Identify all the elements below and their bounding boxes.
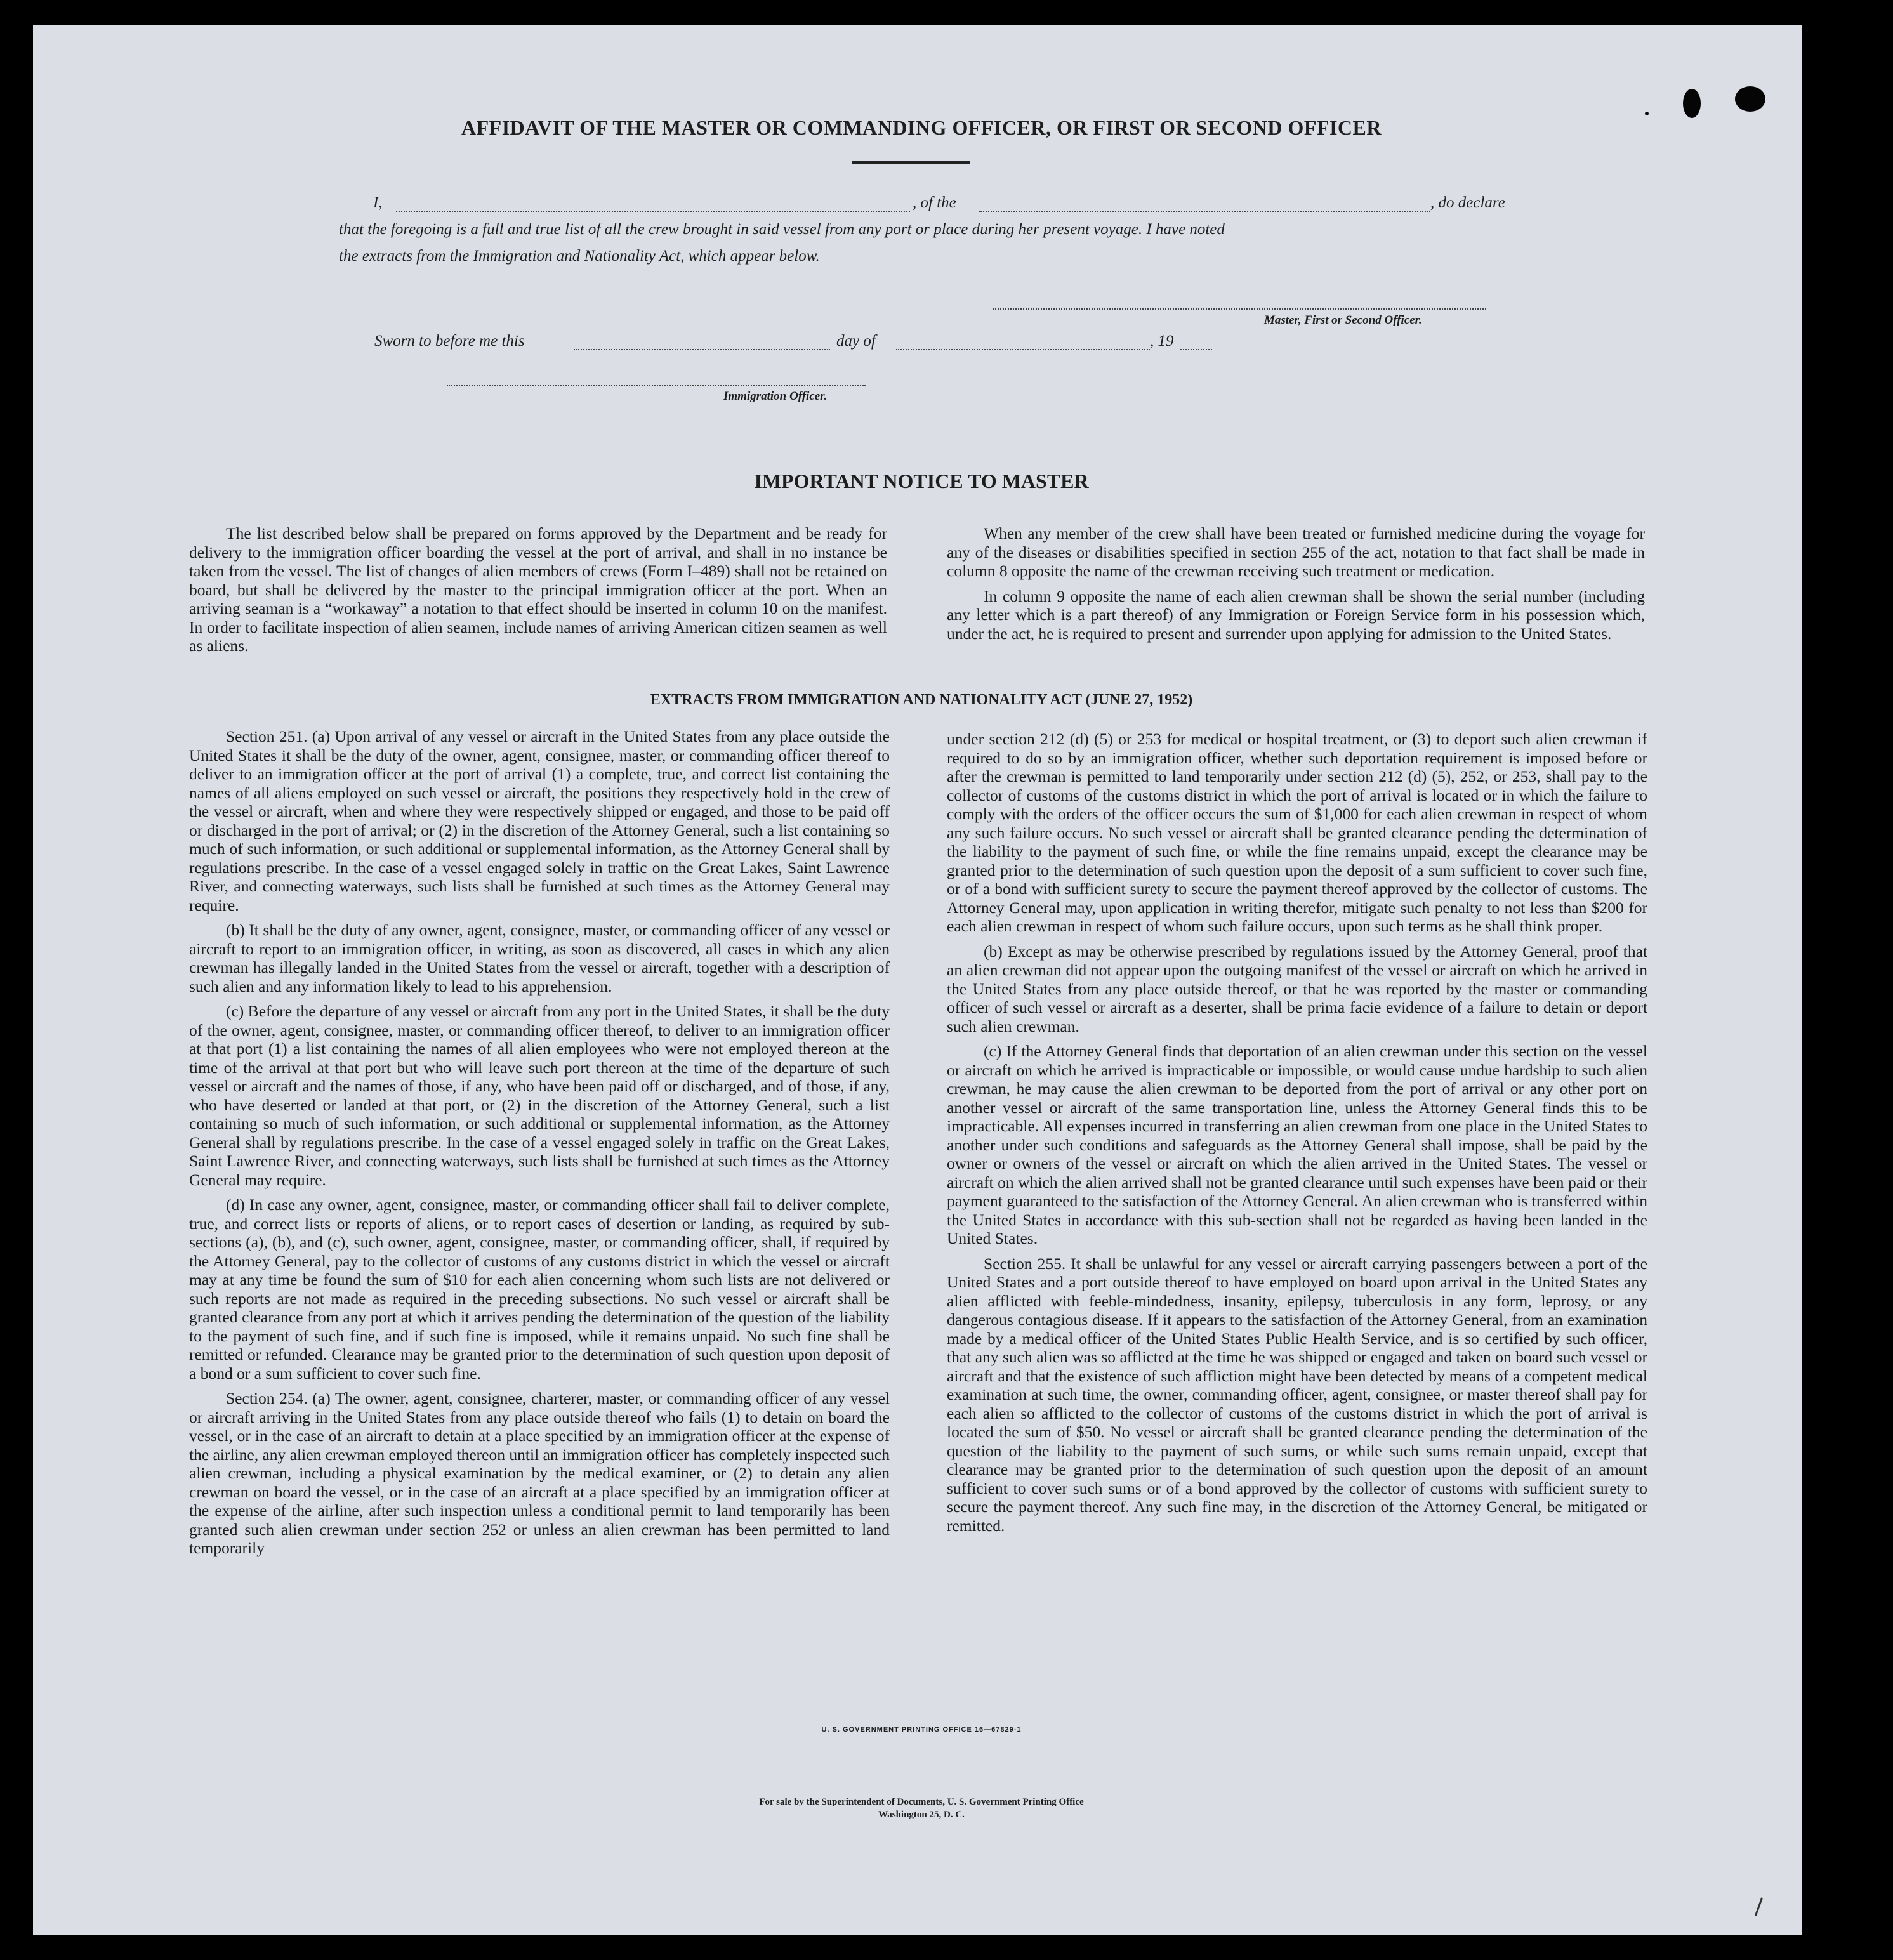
sworn-label: Sworn to before me this <box>374 332 525 350</box>
officer-signature-line[interactable] <box>447 385 866 386</box>
notice-right-paragraph-2: In column 9 opposite the name of each alien crewman shall be shown the serial number (including any letter which is a part thereof) of any Immigration or Foreign Service form in his possession which, under the act, he is required to present and surrender upon applying for admission to the United States. <box>947 586 1645 643</box>
extract-paragraph: (d) In case any owner, agent, consignee, master, or commanding officer shall fail to deliver complete, true, and correct lists or reports of aliens, or to report cases of desertion or landing, as required by sub-sections (a), (b), and (c), such owner, agent, consignee, master, or commanding officer, shall, if required by the Attorney General, pay to the collector of customs of any customs district in which the vessel or aircraft may at any time be found the sum of $10 for each alien concerning whom such lists are not delivered or such reports are not made as required in the preceding subsections. No such vessel or aircraft shall be granted clearance from any port at which it arrives pending the determination of the question of the liability to the payment of such fine, and if such fine is imposed, while it remains unpaid. No such fine shall be remitted or refunded. Clearance may be granted prior to the determination of such question upon deposit of a bond or a sum sufficient to cover such fine. <box>189 1195 890 1383</box>
extract-paragraph: (b) Except as may be otherwise prescribed by regulations issued by the Attorney General, proof that an alien crewman did not appear upon the outgoing manifest of the vessel or aircraft on which he arrived in the United States from any place outside thereof, or that he was reported by the master or commanding officer of such vessel or aircraft as a deserter, shall be prima facie evidence of a failure to detain or deport such alien crewman. <box>947 942 1647 1036</box>
affidavit-title: AFFIDAVIT OF THE MASTER OR COMMANDING OFFICER, OR FIRST OR SECOND OFFICER <box>461 116 1382 139</box>
extract-paragraph: under section 212 (d) (5) or 253 for medical or hospital treatment, or (3) to deport such alien crewman if required to do so by an immigration officer, whether such deportation requirement is imposed before or after the crewman is permitted to land temporarily under section 212 (d) (5), 252, or 253, shall pay to the collector of customs of the customs district in which the port of arrival is located or in which the failure to comply with the orders of the officer occurs the sum of $1,000 for each alien crewman in respect of whom any such failure occurs. No such vessel or aircraft shall be granted clearance pending the determination of the liability to the payment of such fine, or while the fine remains unpaid, except the clearance may be granted prior to the determination of such question upon the deposit of a sum sufficient to cover such fine, or of a bond with sufficient surety to secure the payment thereof approved by the collector of customs. The Attorney General may, upon application in writing therefor, mitigate such penalty to not less than $200 for each alien crewman in respect of whom such failure occurs, upon such terms as he shall think proper. <box>947 730 1647 935</box>
sale-notice <box>541 1796 1302 1821</box>
vessel-field[interactable] <box>979 211 1430 212</box>
officer-signature-label: Immigration Officer. <box>723 390 828 403</box>
ink-blot <box>1683 89 1701 118</box>
notice-right-paragraph-1: When any member of the crew shall have been treated or furnished medicine during the voyage for any of the diseases or disabilities specified in section 255 of the act, notation to that fact shall be made in column 8 opposite the name of the crewman receiving such treatment or medication. <box>947 524 1645 580</box>
affidavit-line2: that the foregoing is a full and true list of all the crew brought in said vessel from any port or place during her present voyage. I have noted <box>339 221 1225 238</box>
sworn-year-field[interactable] <box>1180 349 1212 350</box>
sworn-month-field[interactable] <box>896 349 1150 350</box>
sale-notice-line-2: Washington 25, D. C. <box>878 1810 965 1820</box>
day-of-label: day of <box>836 332 876 350</box>
extract-paragraph: (c) If the Attorney General finds that deportation of an alien crewman under this section on the vessel or aircraft on which he arrived is impracticable or impossible, or would cause undue hardship to such alien crewman, he may cause the alien crewman to be deported from the port of arrival or any other port on another vessel or aircraft of the same transportation line, unless the Attorney General finds this to be impracticable. All expenses incurred in transferring an alien crewman from one place in the United States to another under such conditions and safeguards as the Attorney General shall impose, shall be paid by the owner or owners of the vessel or aircraft on which the alien arrived in the United States. The vessel or aircraft on which the alien arrived shall not be granted clearance until such expenses have been paid or their payment guaranteed to the satisfaction of the Attorney General. An alien crewman who is transferred within the United States in accordance with this sub-section shall not be regarded as having been landed in the United States. <box>947 1042 1647 1247</box>
extract-paragraph: Section 254. (a) The owner, agent, consignee, charterer, master, or commanding officer of any vessel or aircraft arriving in the United States from any place outside thereof who fails (1) to detain on board the vessel, or in the case of an aircraft to detain at a place specified by an immigration officer at the expense of the airline, any alien crewman employed thereon until an immigration officer has completely inspected such alien crewman, including a physical examination by the medical examiner, or (2) to detain any alien crewman on board the vessel, or in the case of an aircraft at a place specified by an immigration officer at the expense of the airline, after such inspection unless a conditional permit to land temporarily has been granted such alien crewman under section 252 or unless an alien crewman has been permitted to land temporarily <box>189 1389 890 1557</box>
master-signature-label: Master, First or Second Officer. <box>1264 313 1422 327</box>
extract-paragraph: Section 255. It shall be unlawful for any vessel or aircraft carrying passengers between a port of the United States and a port outside thereof to have employed on board upon arrival in the United States any alien afflicted with feeble-mindedness, insanity, epilepsy, tuberculosis in any form, leprosy, or any dangerous contagious disease. If it appears to the satisfaction of the Attorney General, from an examination made by a medical officer of the United States Public Health Service, and is so certified by such officer, that any such alien was so afflicted at the time he was shipped or engaged and taken on board such vessel or aircraft and that the existence of such affliction might have been detected by means of a competent medical examination at such time, the owner, commanding officer, agent, consignee, or master thereof shall pay for each alien so afflicted to the collector of customs of the customs district in which the port of arrival is located the sum of $50. No vessel or aircraft shall be granted clearance pending the determination of the question of the liability to the payment of such sums, or while such sums remain unpaid, except that clearance may be granted prior to the determination of such question upon the deposit of an amount sufficient to cover such sums or of a bond approved by the collector of customs with sufficient surety to secure the payment thereof. Any such fine may, in the discretion of the Attorney General, be mitigated or remitted. <box>947 1254 1647 1535</box>
pencil-mark <box>1755 1897 1763 1916</box>
notice-title: IMPORTANT NOTICE TO MASTER <box>754 470 1089 492</box>
title-rule <box>852 161 970 164</box>
extracts-left-column <box>189 727 890 1564</box>
ink-blot <box>1735 86 1765 112</box>
form-sheet <box>33 25 1802 1935</box>
notice-left-paragraph: The list described below shall be prepared on forms approved by the Department and be ready for delivery to the immigration officer boarding the vessel at the port of arrival, and shall in no instance be taken from the vessel. The list of changes of alien members of crews (Form I–489) shall not be retained on board, but shall be delivered by the master to the principal immigration officer at the port. When an arriving seaman is a “workaway” a notation to that effect should be inserted in column 10 on the manifest. In order to facilitate inspection of alien seamen, include names of arriving American citizen seamen as well as aliens. <box>189 524 887 655</box>
declare-label: , do declare <box>1430 194 1505 211</box>
affidavit-line3: the extracts from the Immigration and Nationality Act, which appear below. <box>339 247 820 265</box>
extract-paragraph: (b) It shall be the duty of any owner, agent, consignee, master, or commanding officer of any vessel or aircraft to report to an immigration officer, in writing, as soon as discovered, all cases in which any alien crewman has illegally landed in the United States from the vessel or aircraft, together with a description of such alien and any information likely to lead to his apprehension. <box>189 921 890 996</box>
sale-notice-line-1: For sale by the Superintendent of Documents, U. S. Government Printing Office <box>759 1797 1084 1807</box>
notice-right-column <box>947 524 1645 649</box>
affidavit-i-label: I, <box>373 194 383 211</box>
of-the-label: , of the <box>913 194 956 211</box>
year-label: , 19 <box>1150 332 1174 350</box>
printer-imprint: U. S. GOVERNMENT PRINTING OFFICE 16—67829-1 <box>821 1726 1022 1733</box>
notice-left-column <box>189 524 887 662</box>
extracts-right-column <box>947 730 1647 1541</box>
ink-dot <box>1645 112 1649 115</box>
extract-paragraph: Section 251. (a) Upon arrival of any vessel or aircraft in the United States from any place outside the United States it shall be the duty of the owner, agent, consignee, master, or commanding officer thereof to deliver to an immigration officer at the port of arrival (1) a complete, true, and correct list containing the names of all aliens employed on such vessel or aircraft, the positions they respectively hold in the crew of the vessel or aircraft, when and where they were respectively shipped or engaged, and those to be paid off or discharged in the port of arrival; or (2) in the discretion of the Attorney General, such a list containing so much of such information, or such additional or supplemental information, as the Attorney General shall by regulations prescribe. In the case of a vessel engaged solely in traffic on the Great Lakes, Saint Lawrence River, and connecting waterways, such lists shall be furnished at such times as the Attorney General may require. <box>189 727 890 914</box>
sworn-day-field[interactable] <box>574 349 830 350</box>
extracts-title: EXTRACTS FROM IMMIGRATION AND NATIONALITY ACT (JUNE 27, 1952) <box>650 692 1193 708</box>
name-field[interactable] <box>396 211 910 212</box>
extract-paragraph: (c) Before the departure of any vessel or aircraft from any port in the United States, it shall be the duty of the owner, agent, consignee, master, or commanding officer thereof, to deliver to an immigration officer at that port (1) a list containing the names of all alien employees who were not employed thereon at the time of the arrival at that port but who will leave such port thereon at the time of the departure of such vessel or aircraft and the names of those, if any, who have been paid off or discharged, and of those, if any, who have deserted or landed at that port, or (2) in the discretion of the Attorney General, such a list containing so much of such information, or such additional or supplemental information, as the Attorney General shall by regulations prescribe. In the case of a vessel engaged solely in traffic on the Great Lakes, Saint Lawrence River, and connecting waterways, such lists shall be furnished at such times as the Attorney General may require. <box>189 1002 890 1189</box>
master-signature-line[interactable] <box>993 308 1486 310</box>
